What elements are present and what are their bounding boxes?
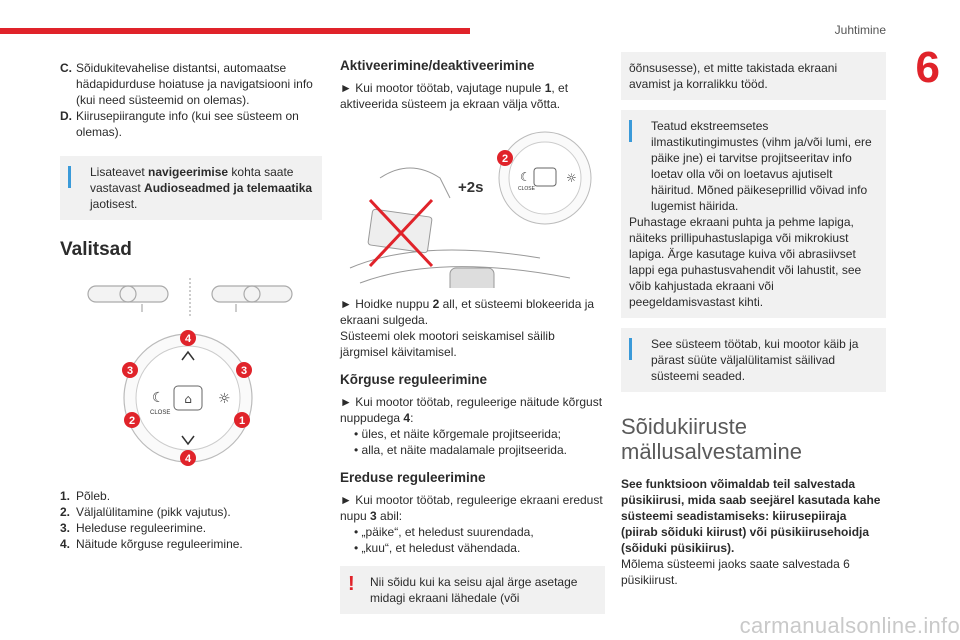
callout-3-right: 3 [240, 365, 248, 377]
callout-4-top: 4 [184, 333, 192, 345]
chapter-number: 6 [915, 43, 940, 92]
callout-3-left: 3 [126, 365, 134, 377]
warning-box-continued: õõnsusesse), et mitte takistada ekraani avamist ja korralikku tööd. [621, 52, 886, 100]
chapter-title: Juhtimine [834, 23, 886, 37]
svg-text:⌂: ⌂ [184, 392, 192, 406]
legend-item-3: 3. Heleduse reguleerimine. [60, 521, 207, 535]
sun-icon-2: ☼ [566, 171, 577, 185]
list-item-c: C. Sõidukitevahelise distantsi, automaatse hädapidurduse hoiatuse ja navigatsiooni info (kui need süsteemid on olemas). [60, 61, 313, 107]
callout-4-bottom: 4 [184, 453, 192, 465]
header-red-bar [0, 28, 470, 34]
paragraph-height: ► Kui mootor töötab, reguleerige näitude kõrgust nuppudega 4: • üles, et näite kõrgemale projitseerida; • alla, et näite madalamale projitseerida. [340, 395, 603, 457]
watermark: carmanualsonline.info [739, 613, 960, 638]
legend-item-1: 1. Põleb. [60, 489, 111, 503]
heading-activation: Aktiveerimine/deaktiveerimine [340, 58, 535, 73]
heading-brightness: Ereduse reguleerimine [340, 470, 486, 485]
column-3 [621, 52, 886, 588]
info-box-navigation: Lisateavet navigeerimise kohta saate vastavast Audioseadmed ja telemaatika jaotisest. [60, 156, 322, 220]
legend-list [60, 488, 322, 552]
paragraph-brightness: ► Kui mootor töötab, reguleerige ekraani eredust nupu 3 abil: • „päike“, et heledust suurendada, • „kuu“, et heledust vähendada. [340, 493, 603, 555]
paragraph-deactivation: ► Hoidke nuppu 2 all, et süsteemi blokeerida ja ekraani sulgeda. Süsteemi olek mootori seiskamisel säilib järgmisel käivitamisel. [340, 297, 595, 359]
warning-icon: ! [348, 573, 355, 595]
list-item-d: D. Kiirusepiirangute info (kui see süsteem on olemas). [60, 109, 299, 139]
column-2 [340, 58, 605, 614]
deactivation-illustration [340, 118, 605, 288]
info-icon [629, 338, 632, 360]
paragraph-activation: ► Kui mootor töötab, vajutage nupule 1, et aktiveerida süsteem ja ekraan välja võtta. [340, 81, 569, 111]
press-duration-label: +2s [458, 179, 484, 196]
close-label-2: CLOSE [518, 186, 535, 192]
warning-box: ! Nii sõidu kui ka seisu ajal ärge asetage midagi ekraani lähedale (või [340, 566, 605, 614]
info-icon [629, 120, 632, 142]
close-label-1: CLOSE [150, 410, 171, 416]
section-title-valitsad: Valitsad [60, 239, 132, 260]
callout-1: 1 [238, 415, 246, 427]
info-icon [68, 166, 71, 188]
heading-height: Kõrguse reguleerimine [340, 372, 488, 387]
info-box-weather: Teatud ekstreemsetes ilmastikutingimustes (vihm ja/või lumi, ere päike jne) ei tarvitse projitseeritav info loetav olla või on loetavus ajutiselt häiritud. Mõned päikeseprillid võivad info lugemist häirida. Puhastage ekraani puhta ja pehme lapiga, näiteks prillipuhastuslapiga või mikrokiust lapiga. Ärge kasutage kuiva või abrasiivset lappi ega puhastusvahendit või lahustit, see võib kahjustada ekraani või peegeldamisvastast kihti. [621, 110, 886, 318]
section-title-speed-memory: Sõidukiiruste mällusalvestamine [621, 414, 802, 464]
column-1 [60, 60, 322, 552]
fig-callout-2: 2 [501, 153, 509, 165]
callout-2: 2 [128, 415, 136, 427]
paragraph-intro-bold: See funktsioon võimaldab teil salvestada püsikiirusi, mida saab seejärel kasutada kahe süsteemi seadistamiseks: kiirusepiiraja (piirab sõiduki kiirust) või püsikiirusehoidja (sõiduki püsikiirus). [621, 477, 881, 555]
legend-item-4: 4. Näitude kõrguse reguleerimine. [60, 537, 243, 551]
control-panel-diagram [60, 330, 322, 470]
moon-icon: ☾ [152, 390, 165, 406]
paragraph-speeds: Mõlema süsteemi jaoks saate salvestada 6 püsikiirust. [621, 557, 850, 587]
legend-item-2: 2. Väljalülitamine (pikk vajutus). [60, 505, 231, 519]
steering-wheel-illustration [60, 276, 322, 320]
sun-icon: ☼ [218, 391, 231, 407]
info-box-settings: See süsteem töötab, kui mootor käib ja pärast süüte väljalülitamist säilivad süsteemi seaded. [621, 328, 886, 392]
moon-icon-2: ☾ [520, 170, 531, 184]
